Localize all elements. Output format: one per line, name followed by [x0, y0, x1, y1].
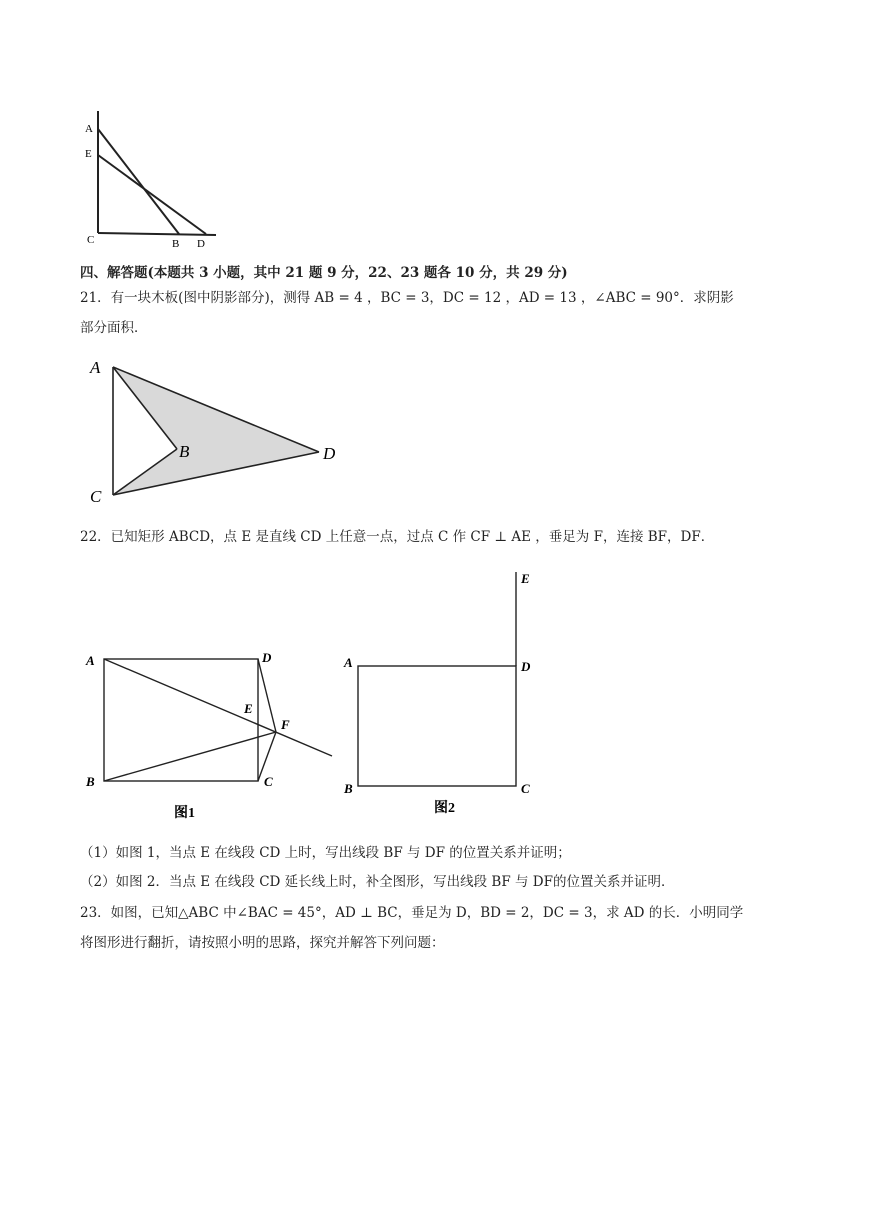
label-d: D [521, 659, 531, 674]
label-a: A [90, 358, 101, 377]
label-b: B [86, 774, 95, 789]
question-23-line2: 将图形进行翻折，请按照小明的思路，探究并解答下列问题： [80, 935, 445, 951]
question-21-line1: 21．有一块木板(图中阴影部分)，测得 AB = 4 ，BC = 3，DC = 12 ，AD = 13 ，∠ABC = 90°．求阴影 [80, 290, 734, 306]
label-b: B [344, 781, 353, 796]
label-d: D [197, 238, 205, 250]
question-23-line1: 23．如图，已知△ABC 中∠BAC = 45°，AD ⊥ BC，垂足为 D，BD = 2，DC = 3，求 AD 的长．小明同学 [80, 905, 744, 921]
question-22-line1: 22．已知矩形 ABCD，点 E 是直线 CD 上任意一点，过点 C 作 CF ⊥ AE ，垂足为 F，连接 BF，DF． [80, 529, 715, 545]
question-21-line2: 部分面积． [80, 320, 148, 336]
label-c: C [264, 774, 273, 789]
label-c: C [521, 781, 530, 796]
figure-21 [82, 352, 352, 510]
label-a: A [86, 653, 95, 668]
figure-22-2 [340, 568, 540, 823]
label-d: D [323, 444, 336, 463]
label-a: A [344, 655, 353, 670]
section-heading: 四、解答题(本题共 3 小题，其中 21 题 9 分，22、23 题各 10 分，共 29 分) [80, 265, 568, 281]
label-a: A [85, 123, 93, 135]
label-c: C [87, 234, 95, 246]
shaded-region [113, 367, 319, 495]
label-c: C [90, 487, 102, 506]
question-22-part2: （2）如图 2．当点 E 在线段 CD 延长线上时，补全图形，写出线段 BF 与 DF的位置关系并证明． [80, 874, 675, 890]
question-22-part1: （1）如图 1，当点 E 在线段 CD 上时，写出线段 BF 与 DF 的位置关系并证明； [80, 845, 571, 861]
label-e: E [244, 701, 253, 716]
label-b: B [172, 238, 180, 250]
label-b: B [179, 442, 190, 461]
figure-top [78, 105, 228, 255]
label-d: D [262, 650, 272, 665]
label-e: E [521, 571, 530, 586]
caption-fig1: 图1 [174, 806, 195, 821]
caption-fig2: 图2 [434, 801, 455, 816]
label-e: E [85, 148, 92, 160]
label-f: F [281, 717, 290, 732]
figure-22-1 [80, 645, 340, 825]
